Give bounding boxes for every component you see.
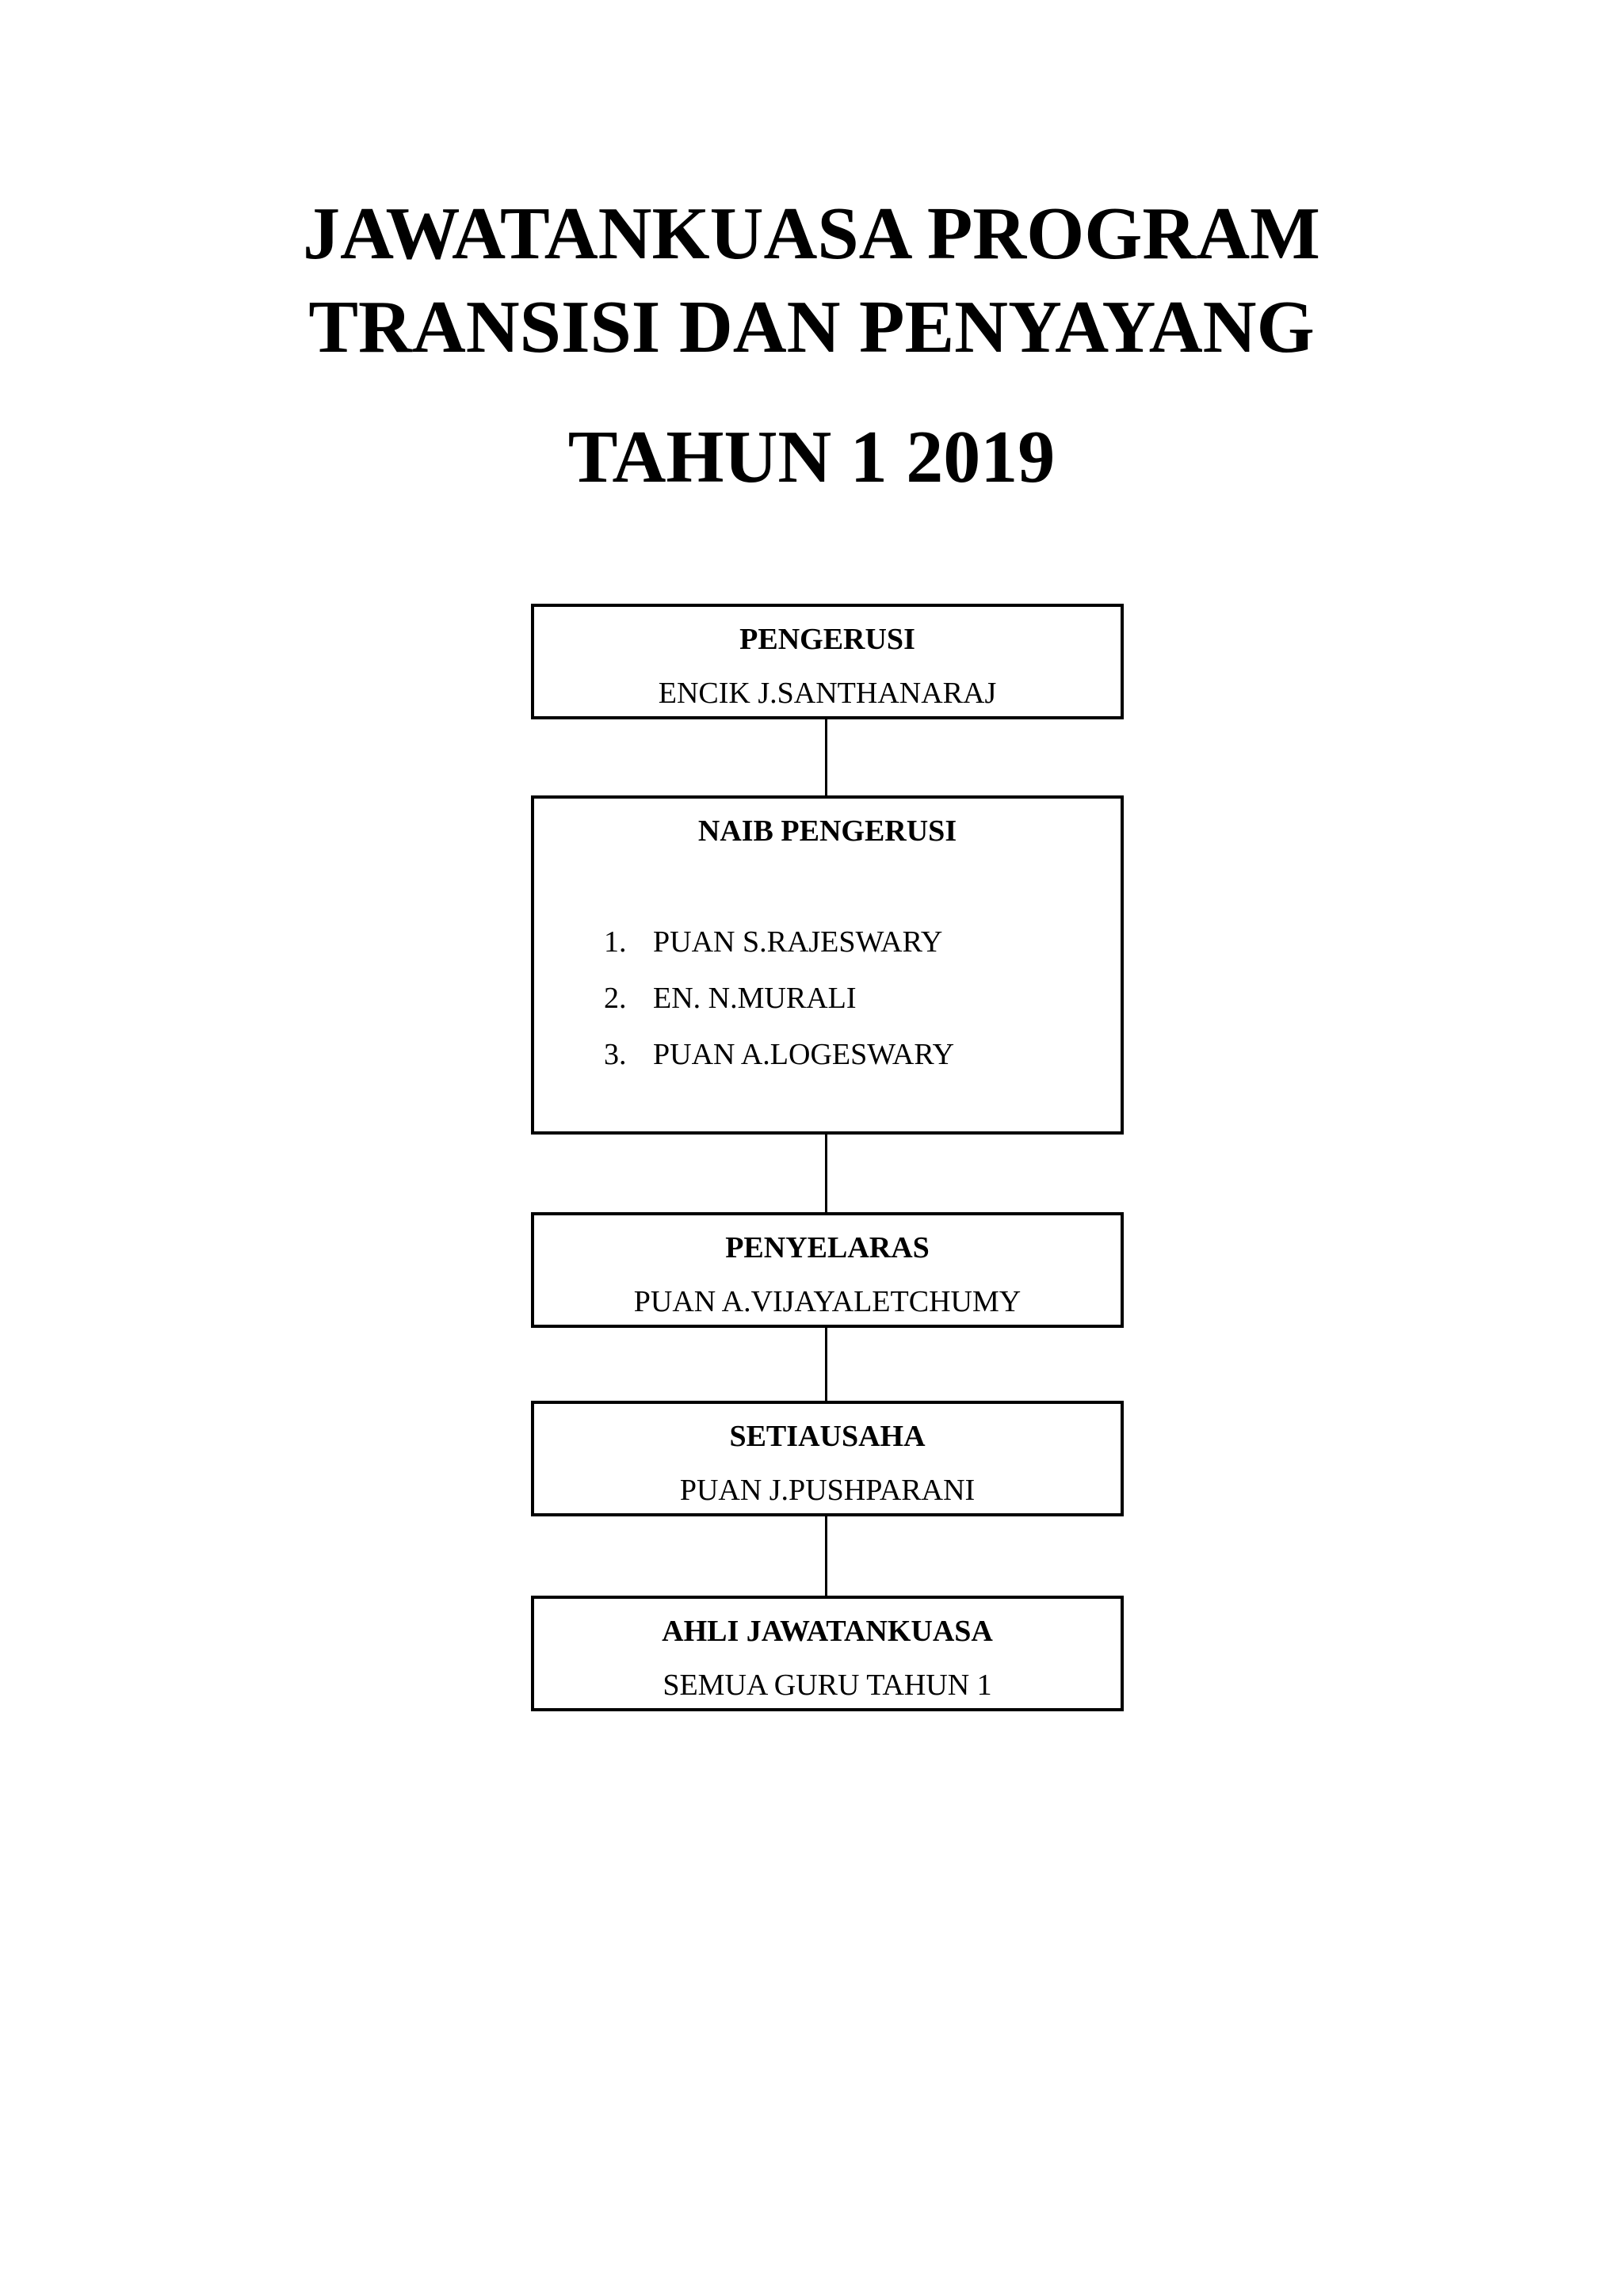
role-penyelaras: PENYELARAS [725,1231,930,1264]
naib-pengerusi-list [604,924,954,1093]
list-number: 3. [604,1038,627,1071]
list-number: 2. [604,982,627,1015]
connector-line [825,1135,827,1212]
member-name: PUAN S.RAJESWARY [653,925,943,959]
member-name: PUAN A.LOGESWARY [653,1038,955,1071]
name-setiausaha: PUAN J.PUSHPARANI [679,1474,976,1507]
connector-line [825,719,827,795]
box-penyelaras [531,1212,1124,1328]
box-setiausaha [531,1401,1124,1516]
list-item [604,1036,954,1093]
list-item [604,924,954,980]
name-ahli-jawatankuasa: SEMUA GURU TAHUN 1 [663,1669,992,1702]
connector-line [825,1328,827,1401]
box-ahli-jawatankuasa [531,1596,1124,1711]
role-ahli-jawatankuasa: AHLI JAWATANKUASA [662,1615,993,1648]
title-line-1: JAWATANKUASA PROGRAM [303,193,1320,275]
page-title [0,187,1623,504]
role-setiausaha: SETIAUSAHA [729,1420,926,1453]
list-number: 1. [604,925,627,959]
title-line-3: TAHUN 1 2019 [567,416,1056,498]
connector-line [825,1516,827,1596]
title-line-2: TRANSISI DAN PENYAYANG [308,286,1315,368]
name-penyelaras: PUAN A.VIJAYALETCHUMY [633,1285,1022,1318]
role-pengerusi: PENGERUSI [739,623,915,656]
list-item [604,980,954,1036]
box-pengerusi [531,604,1124,719]
role-naib-pengerusi: NAIB PENGERUSI [697,814,957,848]
member-name: EN. N.MURALI [653,982,857,1015]
box-naib-pengerusi [531,795,1124,1135]
name-pengerusi: ENCIK J.SANTHANARAJ [658,677,997,710]
